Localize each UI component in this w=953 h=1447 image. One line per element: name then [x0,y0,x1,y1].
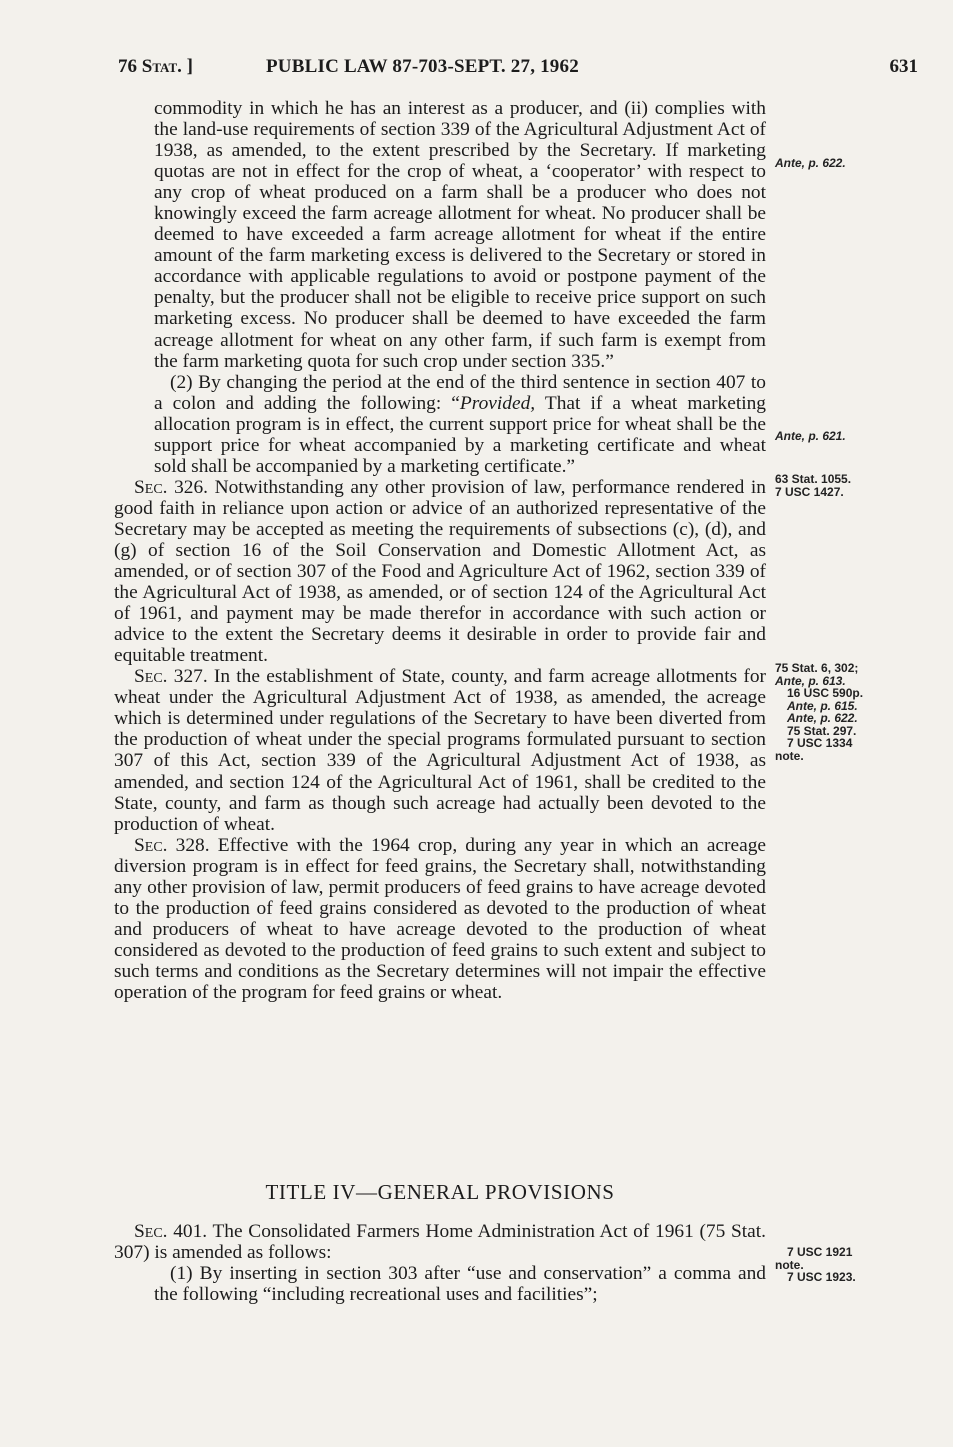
running-head: PUBLIC LAW 87-703-SEPT. 27, 1962 [266,56,579,77]
amendment-item-2-text: (2) By changing the period at the end of the third sentence in section 407 to a colon and adding the following: “ [154,371,766,414]
citation-line: note. [775,1257,804,1272]
amendment-block [114,98,766,477]
section-328 [114,835,766,1003]
title-heading: TITLE IV—GENERAL PROVISIONS [265,1180,615,1204]
citation-line: 7 USC 1334 [787,736,853,750]
margin-citation [775,430,905,443]
citation-line: 7 USC 1923. [787,1270,856,1284]
citation-line: Ante, p. 613. [775,673,846,688]
page-header [118,56,918,86]
amendment-item-2-rest: That if a wheat marketing allocation program is in effect, the current support price for wheat shall be the support price for wheat accompanied by a marketing certificate and wheat sold shall be accompanied by a marketing certificate.” [154,392,766,477]
quoted-paragraph: commodity in which he has an interest as a producer, and (ii) complies with the land-use requirements of section 339 of the Agricultural Adjustment Act of 1938, as amended, to the extent prescribed by the Secretary. If marketing quotas are not in effect for the crop of wheat, a ‘cooperator’ with respect to any crop of wheat produced on a farm shall be a producer who does not knowingly exceed the farm acreage allotment for wheat. No producer shall be deemed to have exceeded a farm acreage allotment for wheat if the entire amount of the farm marketing excess is delivered to the Secretary or stored in accordance with applicable regulations to avoid or postpone payment of the penalty, but the producer shall not be eligible to receive price support on such marketing excess. No producer shall be deemed to have exceeded the farm acreage allotment for wheat on any other farm, if such farm is exempt from the farm marketing quota for such crop under section 335.” [154,98,766,372]
section-text: In the establishment of State, county, and farm acreage allotments for wheat under the Agricultural Adjustment Act of 1938, as amended, the acreage which is determined under regulations of the Secretary to have been diverted from the production of wheat under the special programs formulated pursuant to section 307 of this Act, section 339 of the Agricultural Adjustment Act of 1938, as amended, and section 124 of the Agricultural Act of 1961, shall be credited to the State, county, and farm as though such acreage had actually been devoted to the production of wheat. [114,666,766,835]
section-327 [114,666,766,834]
margin-citation [775,662,905,762]
section-text: Notwithstanding any other provision of law, performance rendered in good faith in reliance upon action or advice of an authorized representative of the Secretary may be accepted as meeting the requirements of subsections (c), (d), and (g) of section 16 of the Soil Conservation and Domestic Allotment Act, as amended, or of section 307 of the Food and Agriculture Act of 1962, section 339 of the Agricultural Act of 1938, as amended, or of section 124 of the Agricultural Act of 1961, and payment may be made therefor in accordance with such action or advice to the extent the Secretary deems it desirable in order to provide fair and equitable treatment. [114,476,766,667]
proviso-term: Provided, [459,392,536,414]
amendment-item-2 [154,372,766,477]
section-label: Sec. 327. [134,666,208,688]
volume-reference: 76 Stat. ] [118,56,193,77]
page-number: 631 [889,56,918,77]
citation-line: Ante, p. 622. [787,711,858,725]
citation-line: 16 USC 590p. [787,686,864,700]
section-label: Sec. 328. [134,834,210,856]
citation-line: Ante, p. 621. [775,429,846,443]
margin-citation [775,473,905,498]
citation-line: 63 Stat. 1055. [775,472,852,486]
citation-line: Ante, p. 622. [775,156,846,170]
section-label: Sec. 326. [134,476,209,498]
title-iv-text [114,1221,766,1305]
margin-citation [775,1246,905,1284]
section-text: Effective with the 1964 crop, during any year in which an acreage diversion program is in effect for feed grains, the Secretary shall, notwithstanding any other provision of law, permit producers of feed grains to have acreage devoted to the production of feed grains considered as devoted to the production of wheat and producers of wheat to have acreage devoted to the production of wheat considered as devoted to the production of feed grains to such extent and subject to such terms and conditions as the Secretary determines will not impair the effective operation of the program for feed grains or wheat. [114,834,767,1003]
section-label: Sec. 401. [134,1221,208,1242]
citation-line: 7 USC 1427. [775,484,844,499]
section-text: The Consolidated Farmers Home Administration Act of 1961 (75 Stat. 307) is amended as follows: [114,1221,766,1263]
section-326 [114,477,766,666]
citation-line: 75 Stat. 297. [787,723,857,738]
citation-line: Ante, p. 615. [787,698,858,713]
main-text-column [114,98,766,1003]
section-401-item-1: (1) By inserting in section 303 after “use and conservation” a comma and the following “including recreational uses and facilities”; [154,1263,766,1305]
margin-citation [775,157,905,170]
citation-line: 75 Stat. 6, 302; [775,661,859,675]
section-401 [114,1221,766,1263]
citation-line: 7 USC 1921 [787,1245,853,1259]
citation-line: note. [775,748,804,763]
